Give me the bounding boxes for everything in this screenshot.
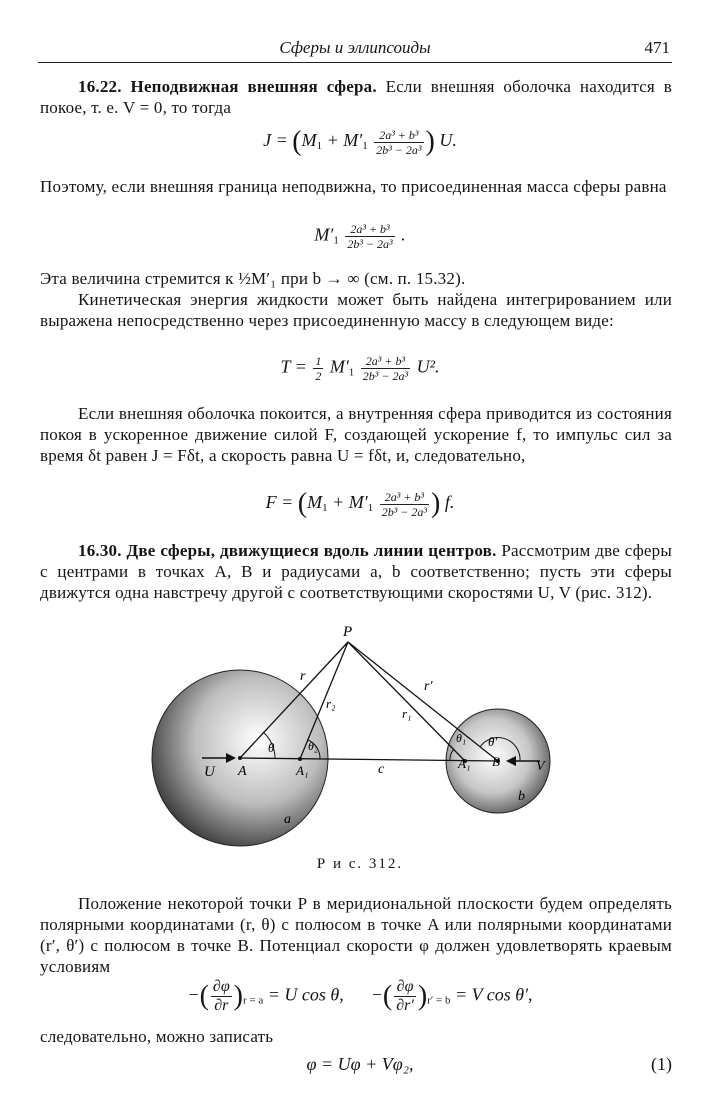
eq2-m: M′ <box>314 224 334 245</box>
label-a1: A₁ <box>296 763 309 778</box>
section-16-30-heading: Две сферы, движущиеся вдоль линии центров. <box>126 541 497 560</box>
point-a <box>238 756 242 760</box>
eq2-fraction <box>345 222 394 251</box>
line-r1 <box>348 642 465 761</box>
paragraph-limit: Эта величина стремится к ½M′₁ при b → ∞ (см. п. 15.32). <box>40 269 466 288</box>
label-p: P <box>343 624 353 640</box>
eq5-left-sub: r = a <box>243 994 264 1007</box>
section-16-22-paragraph <box>40 76 672 118</box>
eq3-m: M′ <box>329 356 349 377</box>
eq5-right-num: ∂φ <box>394 978 416 997</box>
eq5-left-fraction <box>211 978 232 1015</box>
running-title: Сферы и эллипсоиды <box>279 38 431 57</box>
eq1-sub1: 1 <box>316 140 323 153</box>
label-theta: θ <box>268 740 275 755</box>
eq1-rhs: U. <box>439 130 457 151</box>
paragraph-force: Если внешняя оболочка покоится, а внутренняя сфера приводится из состояния покоя в ускоренное движение силой F, создающей ускорение f, то импульс сил за время δt равен J = Fδt, а скорость равна U = fδt, и, следовательно, <box>40 404 672 465</box>
eq4-rhs: f. <box>444 492 455 513</box>
label-a: A <box>238 764 247 779</box>
eq1-frac-num: 2a³ + b³ <box>374 128 423 143</box>
label-r-prime: r′ <box>424 679 433 694</box>
eq4-m1: M <box>307 492 323 513</box>
eq5-right-fraction <box>394 978 416 1015</box>
equation-impulse: $J = (M_1 + M'_1$ $\frac{\text{2a³ + b³}}{\text{2b³ − 2a³}}$ ) U. <box>263 126 457 157</box>
eq5-right-rhs: = V cos θ′, <box>454 984 533 1005</box>
label-theta1: θ₁ <box>456 731 467 745</box>
equation-potential: φ = Uφ + Vφ₂, <box>306 1054 414 1074</box>
line-r-prime <box>348 642 498 761</box>
eq5-left-den: ∂r <box>214 997 229 1014</box>
eq3-sub: 1 <box>348 366 355 379</box>
eq1-m1: M <box>301 130 317 151</box>
eq1-plus: + M′ <box>322 130 363 151</box>
paragraph-attached-mass: Поэтому, если внешняя граница неподвижна, то присоединенная масса сферы равна <box>40 177 667 196</box>
running-header <box>38 36 672 63</box>
section-16-22-number: 16.22. <box>78 77 122 96</box>
equation-number-1: (1) <box>651 1054 672 1074</box>
label-r1: r₁ <box>402 706 412 721</box>
eq3-half <box>313 354 323 383</box>
label-radius-a: a <box>284 812 291 827</box>
eq5-left-num: ∂φ <box>212 978 230 995</box>
label-a1-b: A₁ <box>458 756 471 771</box>
eq3-lhs: T = <box>280 356 307 377</box>
label-c: c <box>378 762 385 777</box>
eq3-half-num: 1 <box>315 354 322 368</box>
eq4-frac-num: 2a³ + b³ <box>380 490 429 505</box>
section-16-30-text: Рассмотрим две сферы с центрами в точках A, B и радиусами a, b соответственно; пусть эти сферы движутся одна навстречу другой с соответствующими скоростями U, V (рис. 312). <box>40 541 673 602</box>
section-16-30-paragraph <box>40 540 672 603</box>
figure-312 <box>150 620 570 856</box>
section-16-30-number: 16.30. <box>78 541 122 560</box>
eq3-frac-num: 2a³ + b³ <box>361 354 410 369</box>
eq2-sub: 1 <box>333 234 339 247</box>
eq5-right-den: ∂r′ <box>396 997 414 1014</box>
figure-caption: Р и с. 312. <box>316 856 404 872</box>
page-number: 471 <box>644 38 670 57</box>
label-r: r <box>300 669 306 684</box>
eq5-left-rhs: = U cos θ, <box>267 984 344 1005</box>
label-v: V <box>536 759 545 774</box>
label-theta2: θ₂ <box>308 739 319 753</box>
label-u: U <box>204 764 215 780</box>
equation-kinetic-energy <box>0 354 720 383</box>
eq5-right-minus: − <box>370 984 383 1005</box>
label-b-point: B <box>492 754 500 769</box>
equation-boundary-conditions: −( $\frac{\partial\varphi}{\partial r}$ )$_{r = a} = U$ cos θ, −( $\frac{\partial\varphi}{\partial r'}$ )$_{r' = b} = V$ cos θ′, <box>187 978 533 1014</box>
paragraph-kinetic-energy: Кинетическая энергия жидкости может быть найдена интегрированием или выражена непосредственно через присоединенную массу в следующем виде: <box>40 290 672 330</box>
eq3-fraction <box>361 354 410 383</box>
paragraph-hence: следовательно, можно записать <box>40 1027 274 1046</box>
label-theta-prime: θ′ <box>488 734 498 749</box>
eq4-fraction <box>380 490 429 519</box>
eq1-lhs: J = <box>263 130 288 151</box>
eq1-fraction <box>374 128 423 157</box>
eq3-half-den: 2 <box>315 369 322 383</box>
eq3-frac-den: 2b³ − 2a³ <box>362 369 409 383</box>
eq4-plus: + M′ <box>327 492 368 513</box>
eq4-lhs: F = <box>265 492 294 513</box>
eq5-right-sub: r′ = b <box>427 994 451 1007</box>
eq2-frac-den: 2b³ − 2a³ <box>347 237 393 251</box>
eq1-frac-den: 2b³ − 2a³ <box>376 142 422 157</box>
eq4-frac-den: 2b³ − 2a³ <box>381 504 427 519</box>
section-16-22-heading: Неподвижная внешняя сфера. <box>130 77 377 96</box>
eq4-sub1: 1 <box>322 502 328 515</box>
eq3-rhs: U². <box>416 356 440 377</box>
label-r2: r₂ <box>326 696 336 711</box>
paragraph-position: Положение некоторой точки P в меридиональной плоскости будем определять полярными координатами (r, θ) с полюсом в точке A или полярными координатами (r′, θ′) с полюсом в точке B. Потенциал скорости φ должен удовлетворять краевым условиям <box>40 894 672 976</box>
eq5-left-minus: − <box>187 984 200 1005</box>
section-16-22-text: Если внешняя оболочка находится в покое, т. е. V = 0, то тогда <box>40 77 672 117</box>
eq2-tail: . <box>396 224 406 245</box>
point-a1 <box>298 757 302 761</box>
equation-force: $F = (M_1 + M'_1$ $\frac{\text{2a³ + b³}}{\text{2b³ − 2a³}}$ ) f. <box>265 488 455 519</box>
label-radius-b: b <box>518 789 525 804</box>
equation-attached-mass <box>0 222 720 251</box>
eq2-frac-num: 2a³ + b³ <box>345 222 394 237</box>
